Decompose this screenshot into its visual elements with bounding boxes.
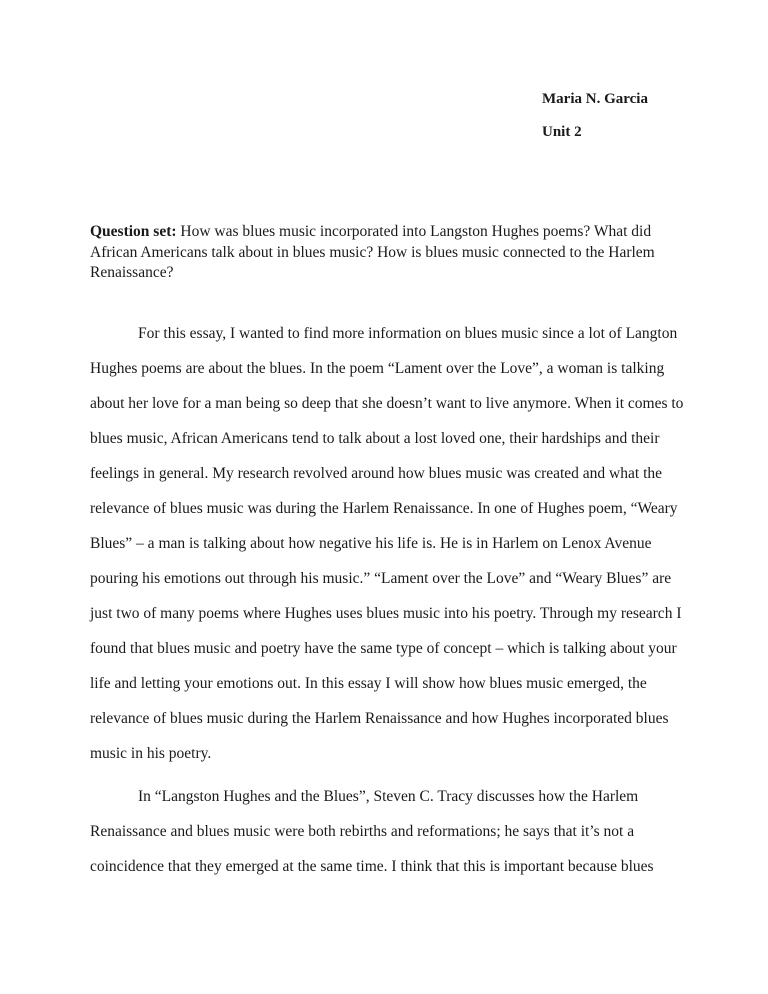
question-set-line: African Americans talk about in blues music? How is blues music connected to the Harlem	[90, 244, 655, 261]
paragraph-line: Hughes poems are about the blues. In the poem “Lament over the Love”, a woman is talking	[90, 360, 665, 377]
unit-label: Unit 2	[542, 124, 582, 140]
paragraph-line: life and letting your emotions out. In this essay I will show how blues music emerged, the	[90, 675, 647, 692]
author-name: Maria N. Garcia	[542, 91, 648, 107]
paragraph-line: just two of many poems where Hughes uses blues music into his poetry. Through my research I	[90, 605, 682, 622]
paragraph-line: Renaissance and blues music were both rebirths and reformations; he says that it’s not a	[90, 823, 635, 840]
paragraph-line: Blues” – a man is talking about how negative his life is. He is in Harlem on Lenox Avenue	[90, 535, 652, 552]
paragraph-line: For this essay, I wanted to find more information on blues music since a lot of Langton	[138, 325, 678, 342]
paragraph-line: In “Langston Hughes and the Blues”, Steven C. Tracy discusses how the Harlem	[138, 788, 639, 805]
question-set-line	[90, 224, 651, 240]
paragraph-line: pouring his emotions out through his music.” “Lament over the Love” and “Weary Blues” are	[90, 570, 672, 587]
paragraph-line: found that blues music and poetry have the same type of concept – which is talking about your	[90, 640, 677, 657]
paragraph-line: coincidence that they emerged at the same time. I think that this is important because blues	[90, 858, 654, 875]
question-set-label: Question set:	[90, 223, 177, 240]
paragraph-line: feelings in general. My research revolved around how blues music was created and what the	[90, 465, 663, 482]
paragraph-line: music in his poetry.	[90, 745, 212, 762]
question-set-text: How was blues music incorporated into Langston Hughes poems? What did	[176, 223, 652, 240]
paragraph-line: blues music, African Americans tend to talk about a lost loved one, their hardships and their	[90, 430, 660, 447]
paragraph-line: about her love for a man being so deep that she doesn’t want to live anymore. When it comes to	[90, 395, 684, 412]
paragraph-line: relevance of blues music during the Harlem Renaissance and how Hughes incorporated blues	[90, 710, 669, 727]
paragraph-line: relevance of blues music was during the Harlem Renaissance. In one of Hughes poem, “Weary	[90, 500, 678, 517]
question-set-line: Renaissance?	[90, 264, 174, 281]
